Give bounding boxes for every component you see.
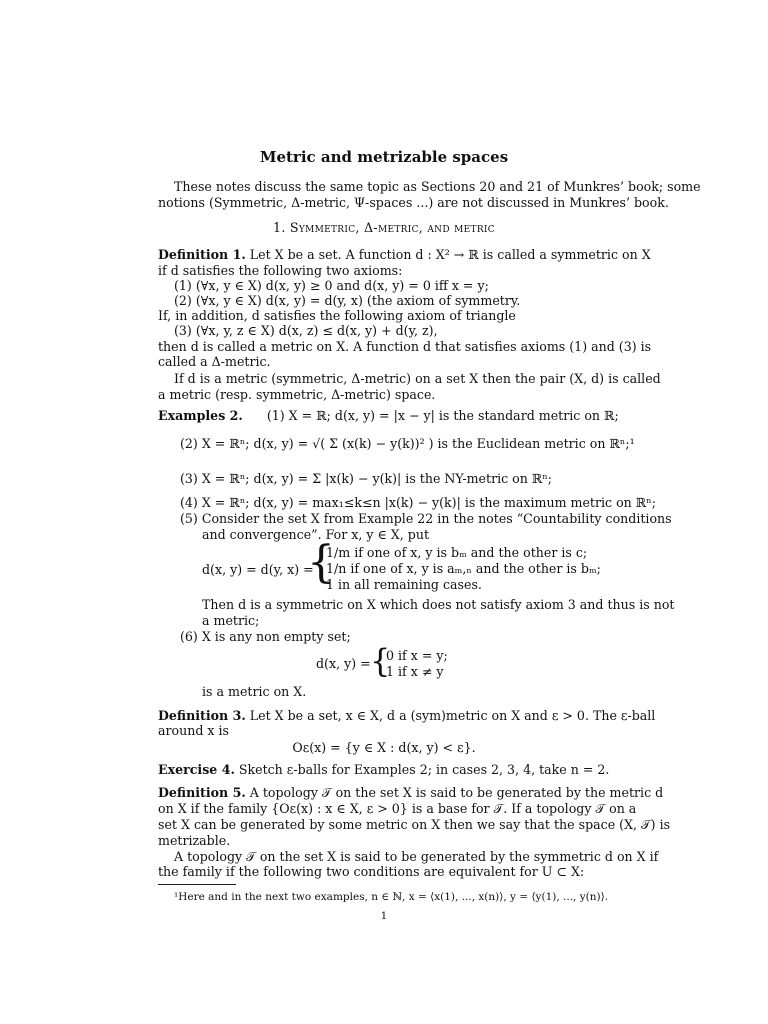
left-brace: { [307,537,335,588]
axiom-1: (1) (∀x, y ∈ X) d(x, y) ≥ 0 and d(x, y) = 0 iff x = y; [174,278,489,293]
example-2: (2) X = ℝⁿ; d(x, y) = √( Σ (x(k) − y(k))² ) is the Euclidean metric on ℝⁿ;¹ [180,436,635,451]
definition-1-line: called a Δ-metric. [158,354,271,369]
examples-2 [158,408,619,424]
definition-5-line: the family if the following two conditions are equivalent for U ⊂ X: [158,864,585,879]
axiom-3: (3) (∀x, y, z ∈ X) d(x, z) ≤ d(x, y) + d(y, z), [174,323,438,338]
page-title: Metric and metrizable spaces [259,148,509,166]
example-4: (4) X = ℝⁿ; d(x, y) = max₁≤k≤n |x(k) − y(k)| is the maximum metric on ℝⁿ; [180,495,656,510]
ball-formula: Oε(x) = {y ∈ X : d(x, y) < ε}. [292,740,476,755]
definition-5-line: on X if the family {Oε(x) : x ∈ X, ε > 0} is a base for 𝒯. If a topology 𝒯 on a [158,801,637,816]
footnote-rule [158,884,236,885]
left-brace: { [370,642,391,680]
definition-5-line: metrizable. [158,833,231,848]
example-6: (6) X is any non empty set; [180,629,351,644]
example-5-line: Then d is a symmetric on X which does not satisfy axiom 3 and thus is not [202,597,675,612]
intro-line-1: These notes discuss the same topic as Sections 20 and 21 of Munkres’ book; some [174,179,701,194]
definition-3-label: Definition 3. [158,708,246,723]
exercise-4 [158,762,609,778]
definition-5-line: set X can be generated by some metric on X then we say that the space (X, 𝒯) is [158,817,671,832]
case-1: 1/m if one of x, y is bₘ and the other is c; [326,545,588,560]
definition-3 [158,708,655,724]
section-heading: 1. Symmetric, Δ-metric, and metric [273,220,495,235]
definition-3-text: Let X be a set, x ∈ X, d a (sym)metric on X and ε > 0. The ε-ball [249,708,656,723]
definition-1-label: Definition 1. [158,247,246,262]
example-5-line: a metric; [202,613,260,628]
axiom-2: (2) (∀x, y ∈ X) d(x, y) = d(y, x) (the axiom of symmetry. [174,293,521,308]
definition-1-line: a metric (resp. symmetric, Δ-metric) space. [158,387,436,402]
examples-2-label: Examples 2. [158,408,243,423]
example-5-lhs: d(x, y) = d(y, x) = [202,562,314,577]
example-6-line: is a metric on X. [202,684,307,699]
definition-5-text: A topology 𝒯 on the set X is said to be generated by the metric d [249,785,664,800]
example-5-line: and convergence”. For x, y ∈ X, put [202,527,430,542]
case-1: 0 if x = y; [386,648,448,663]
example-6-lhs: d(x, y) = [316,656,371,671]
example-1: (1) X = ℝ; d(x, y) = |x − y| is the standard metric on ℝ; [266,408,619,423]
definition-5-label: Definition 5. [158,785,246,800]
case-2: 1/n if one of x, y is aₘ,ₙ and the other is bₘ; [326,561,601,576]
example-5: (5) Consider the set X from Example 22 in the notes “Countability conditions [180,511,672,526]
definition-1 [158,247,651,263]
case-3: 1 in all remaining cases. [326,577,482,592]
definition-5 [158,785,663,801]
definition-3-line: around x is [158,723,229,738]
definition-1-line: If, in addition, d satisfies the following axiom of triangle [158,308,516,323]
definition-1-line: if d satisfies the following two axioms: [158,263,403,278]
page-number: 1 [380,910,388,922]
footnote: ¹Here and in the next two examples, n ∈ ℕ, x = ⟨x(1), ..., x(n)⟩, y = ⟨y(1), ..., y(n)⟩. [174,891,609,903]
exercise-4-text: Sketch ε-balls for Examples 2; in cases 2, 3, 4, take n = 2. [238,762,610,777]
definition-1-line: If d is a metric (symmetric, Δ-metric) on a set X then the pair (X, d) is called [174,371,661,386]
example-3: (3) X = ℝⁿ; d(x, y) = Σ |x(k) − y(k)| is the NY-metric on ℝⁿ; [180,471,553,486]
definition-1-text: Let X be a set. A function d : X² → ℝ is called a symmetric on X [249,247,651,262]
case-2: 1 if x ≠ y [386,664,444,679]
definition-5-line: A topology 𝒯 on the set X is said to be generated by the symmetric d on X if [174,849,659,864]
definition-1-line: then d is called a metric on X. A function d that satisfies axioms (1) and (3) is [158,339,652,354]
intro-line-2: notions (Symmetric, Δ-metric, Ψ-spaces ...) are not discussed in Munkres’ book. [158,195,669,210]
exercise-4-label: Exercise 4. [158,762,235,777]
